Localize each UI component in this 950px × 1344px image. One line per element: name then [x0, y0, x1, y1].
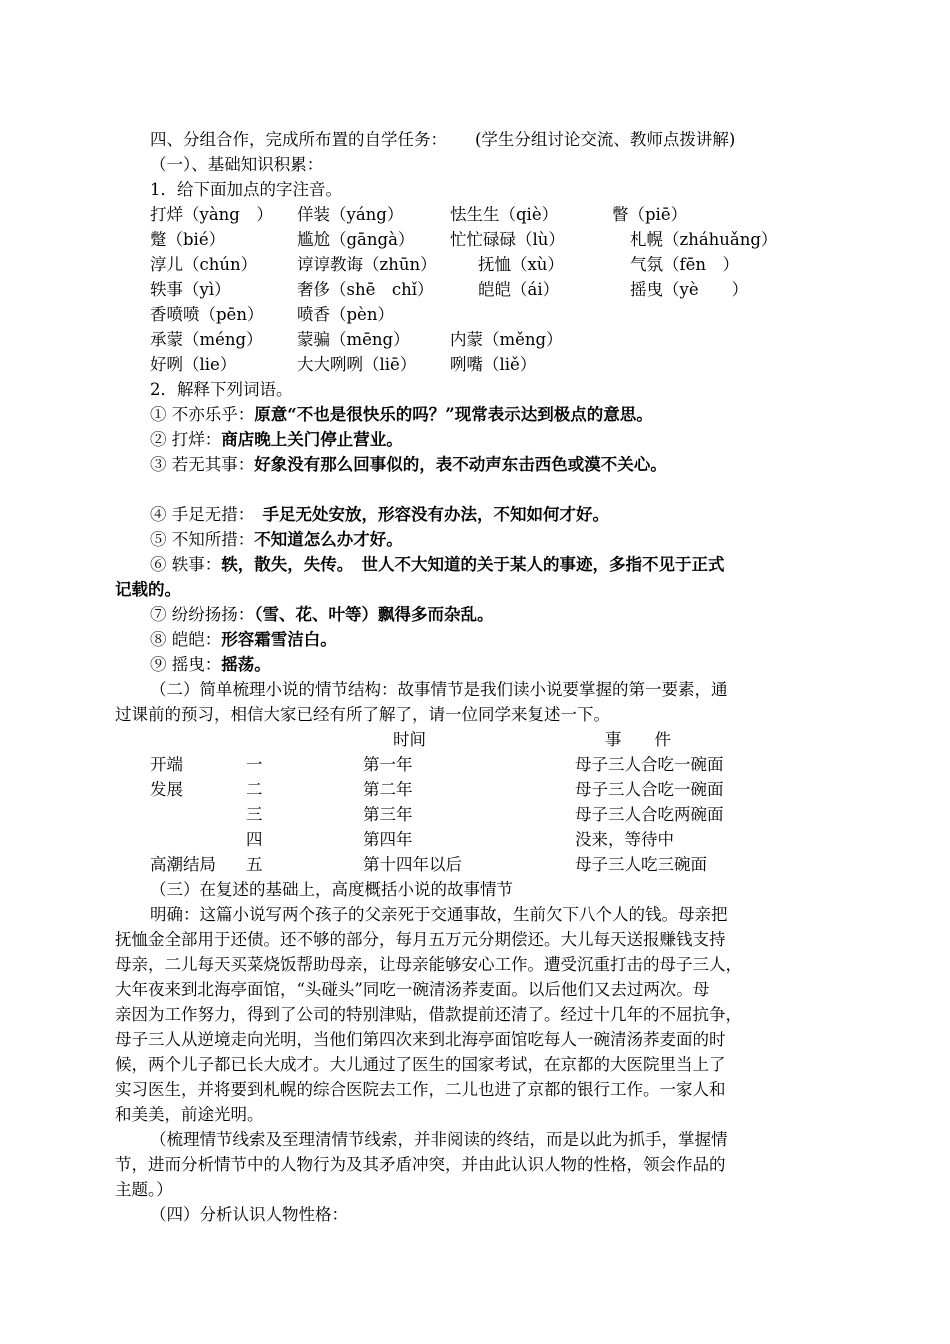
definition-text: 轶，散失，失传。 世人不大知道的关于某人的事迹，多指不见于正式 — [221, 555, 725, 574]
pinyin-item: 忙忙碌碌（lù） — [450, 230, 565, 249]
table-cell: 开端 — [150, 755, 183, 774]
question-title: 1．给下面加点的字注音。 — [150, 180, 342, 199]
definition-text: 手足无处安放，形容没有办法，不知如何才好。 — [246, 505, 609, 524]
note-line: （梳理情节线索及至理清情节线索，并非阅读的终结，而是以此为抓手，掌握情 — [150, 1130, 728, 1149]
pinyin-item: 瞥（piē） — [612, 205, 688, 224]
definition-text: （雪、花、叶等）飘得多而杂乱。 — [254, 605, 494, 624]
subsection-title: （一）、基础知识积累： — [150, 155, 324, 174]
definition-item — [150, 402, 653, 427]
pinyin-item: 佯装（yáng） — [297, 205, 404, 224]
definition-term: ④ 手足无措： — [150, 505, 246, 524]
table-cell: 四 — [246, 830, 263, 849]
summary-line: 母亲，二儿每天买菜烧饭帮助母亲，让母亲能够安心工作。遭受沉重打击的母子三人， — [115, 955, 742, 974]
pinyin-item: 内蒙（měng） — [450, 330, 563, 349]
definition-text: 形容霜雪洁白。 — [221, 630, 337, 649]
definition-term: ⑤ 不知所措： — [150, 530, 255, 549]
definition-item — [150, 527, 403, 552]
pinyin-item: 承蒙（méng） — [150, 330, 263, 349]
heading-note: (学生分组讨论交流、教师点拨讲解) — [475, 130, 736, 149]
summary-line: 抚恤金全部用于还债。还不够的部分，每月五万元分期偿还。大儿每天送报赚钱支持 — [115, 930, 726, 949]
pinyin-item: 香喷喷（pēn） — [150, 305, 264, 324]
definition-text: 原意“不也是很快乐的吗？”现常表示达到极点的意思。 — [254, 405, 653, 424]
definition-item — [150, 652, 271, 677]
summary-line: 母子三人从逆境走向光明，当他们第四次来到北海亭面馆吃每人一碗清汤荞麦面的时 — [115, 1030, 726, 1049]
definition-item — [150, 502, 609, 527]
summary-line: 候，两个儿子都已长大成才。大儿通过了医生的国家考试，在京都的大医院里当上了 — [115, 1055, 726, 1074]
definition-item — [150, 552, 725, 577]
pinyin-item: 札幌（zháhuǎng） — [630, 230, 778, 249]
section-heading — [150, 127, 735, 152]
pinyin-item: 淳儿（chún） — [150, 255, 258, 274]
definition-item — [150, 627, 337, 652]
pinyin-item: 咧嘴（liě） — [450, 355, 537, 374]
table-cell: 母子三人合吃两碗面 — [575, 805, 724, 824]
section-two-line: 过课前的预习，相信大家已经有所了解了，请一位同学来复述一下。 — [115, 705, 610, 724]
heading-text: 四、分组合作，完成所布置的自学任务： — [150, 130, 447, 149]
summary-line: 大年夜来到北海亭面馆，“头碰头”同吃一碗清汤荞麦面。以后他们又去过两次。母 — [115, 980, 710, 999]
pinyin-item: 怯生生（qiè） — [450, 205, 559, 224]
definition-continuation: 记载的。 — [115, 580, 181, 599]
table-cell: 母子三人合吃一碗面 — [575, 755, 724, 774]
table-cell: 第二年 — [363, 780, 413, 799]
pinyin-item: 好咧（lie） — [150, 355, 237, 374]
definition-item — [150, 427, 403, 452]
pinyin-item: 奢侈（shē chǐ） — [297, 280, 434, 299]
table-cell: 发展 — [150, 780, 183, 799]
definition-term: ③ 若无其事： — [150, 455, 255, 474]
definition-term: ⑥ 轶事： — [150, 555, 222, 574]
summary-line: 实习医生，并将要到札幌的综合医院去工作，二儿也进了京都的银行工作。一家人和 — [115, 1080, 726, 1099]
table-cell: 五 — [246, 855, 263, 874]
table-cell: 第三年 — [363, 805, 413, 824]
pinyin-item: 喷香（pèn） — [297, 305, 394, 324]
pinyin-item: 尴尬（gāngà） — [297, 230, 415, 249]
definition-text: 不知道怎么办才好。 — [254, 530, 403, 549]
note-line: 主题。） — [115, 1180, 173, 1199]
table-cell: 没来，等待中 — [575, 830, 674, 849]
question-title: 2．解释下列词语。 — [150, 380, 293, 399]
summary-line: 和美美，前途光明。 — [115, 1105, 264, 1124]
definition-term: ⑧ 皑皑： — [150, 630, 222, 649]
pinyin-item: 大大咧咧（liē） — [297, 355, 417, 374]
definition-text: 好象没有那么回事似的，表不动声东击西色或漠不关心。 — [254, 455, 667, 474]
table-cell: 三 — [246, 805, 263, 824]
table-cell: 第四年 — [363, 830, 413, 849]
table-header-cell: 事 件 — [605, 730, 671, 749]
table-cell: 母子三人合吃一碗面 — [575, 780, 724, 799]
table-header-cell: 时间 — [393, 730, 426, 749]
pinyin-item: 蒙骗（mēng） — [297, 330, 410, 349]
pinyin-item: 谆谆教诲（zhūn） — [297, 255, 437, 274]
note-line: 节，进而分析情节中的人物行为及其矛盾冲突，并由此认识人物的性格，领会作品的 — [115, 1155, 726, 1174]
table-cell: 第十四年以后 — [363, 855, 462, 874]
summary-line: 明确：这篇小说写两个孩子的父亲死于交通事故，生前欠下八个人的钱。母亲把 — [150, 905, 728, 924]
pinyin-item: 打烊（yàng ） — [150, 205, 273, 224]
pinyin-item: 轶事（yì） — [150, 280, 231, 299]
summary-line: 亲因为工作努力，得到了公司的特别津贴，借款提前还清了。经过十几年的不屈抗争， — [115, 1005, 742, 1024]
table-cell: 高潮结局 — [150, 855, 216, 874]
pinyin-item: 气氛（fēn ） — [630, 255, 739, 274]
definition-term: ⑦ 纷纷扬扬： — [150, 605, 255, 624]
subsection-title: （四）分析认识人物性格： — [150, 1205, 348, 1224]
pinyin-item: 皑皑（ái） — [478, 280, 560, 299]
definition-text: 摇荡。 — [221, 655, 271, 674]
subsection-title: （三）在复述的基础上，高度概括小说的故事情节 — [150, 880, 513, 899]
definition-item — [150, 602, 494, 627]
definition-text: 商店晚上关门停止营业。 — [221, 430, 403, 449]
definition-item — [150, 452, 667, 477]
table-cell: 二 — [246, 780, 263, 799]
pinyin-item: 摇曳（yè ） — [630, 280, 749, 299]
table-cell: 第一年 — [363, 755, 413, 774]
table-cell: 一 — [246, 755, 263, 774]
table-cell: 母子三人吃三碗面 — [575, 855, 707, 874]
definition-term: ② 打烊： — [150, 430, 222, 449]
definition-term: ⑨ 摇曳： — [150, 655, 222, 674]
pinyin-item: 蹩（bié） — [150, 230, 226, 249]
pinyin-item: 抚恤（xù） — [478, 255, 564, 274]
definition-term: ① 不亦乐乎： — [150, 405, 255, 424]
section-two-line: （二）简单梳理小说的情节结构：故事情节是我们读小说要掌握的第一要素，通 — [150, 680, 728, 699]
